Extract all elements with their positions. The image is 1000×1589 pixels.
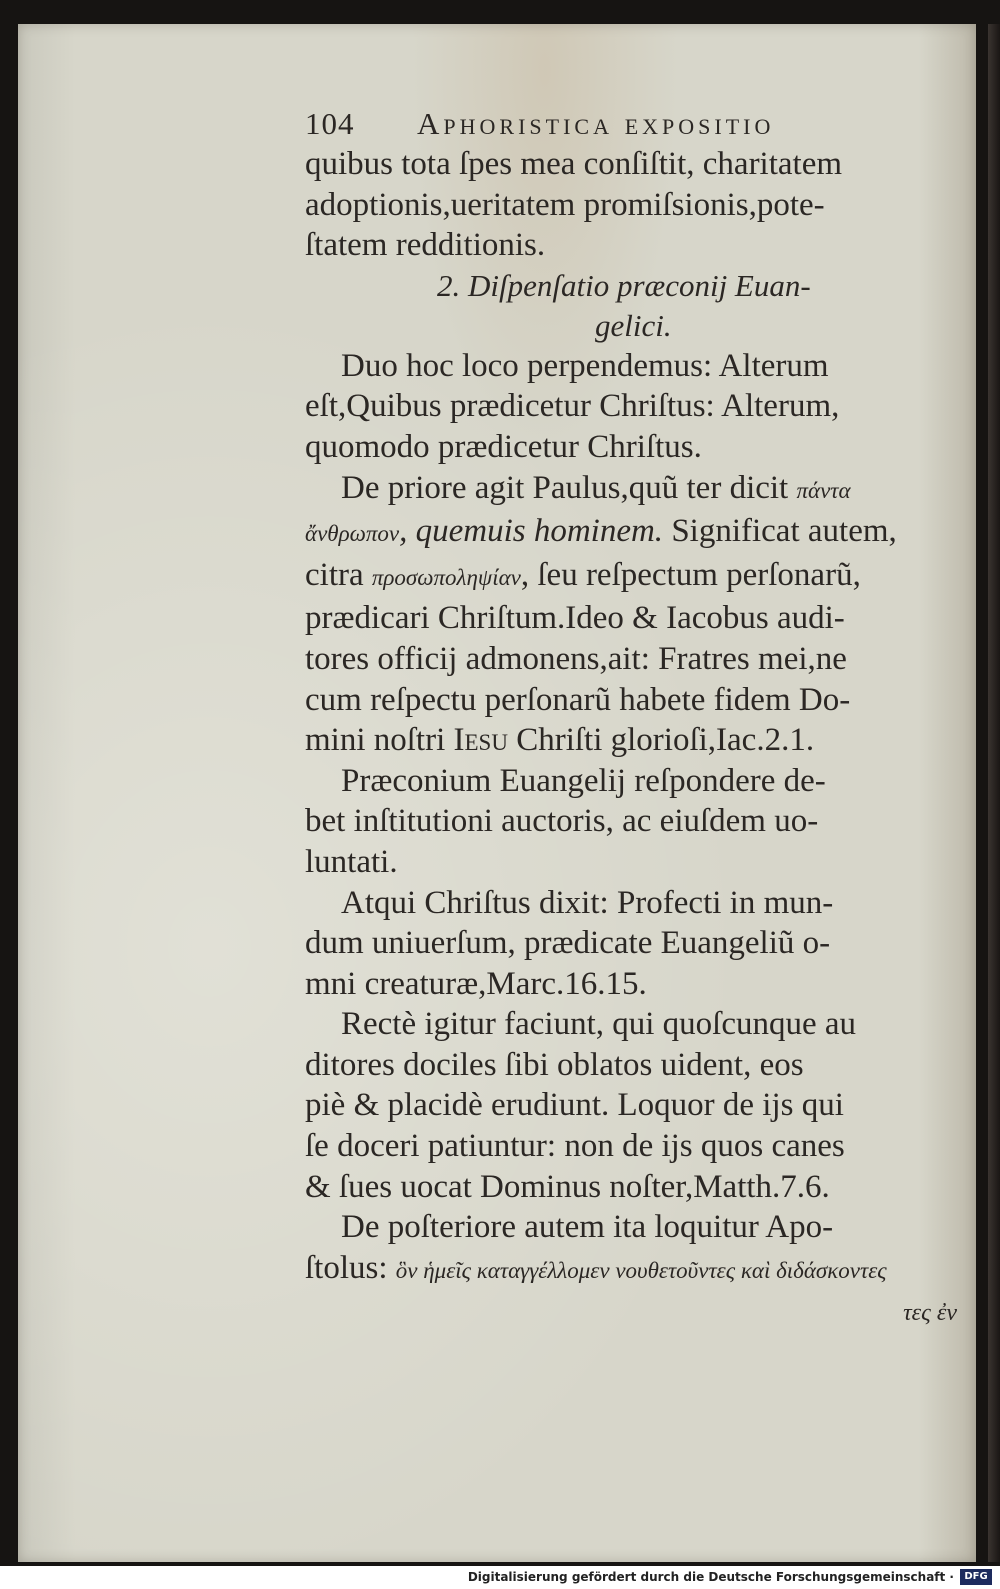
book-spine [988,24,1000,1562]
catchword: τες ἐν [903,1300,957,1327]
text-line: tores officij admonens,ait: Fratres mei,ne [305,640,847,677]
text-line: prædicari Chriſtum.Ideo & Iacobus audi- [305,600,845,637]
text-line: Præconium Euangelij reſpondere de- [341,762,826,799]
small-caps-text: Iesu [453,722,508,759]
page-number: 104 [305,106,355,141]
text-line: ſtatem redditionis. [305,227,546,264]
text-line: mni creaturæ,Marc.16.15. [305,965,647,1002]
text-line [305,468,965,512]
text-span: citra [305,556,372,593]
text-line: bet inſtitutioni auctoris, ac eiuſdem uo- [305,803,819,840]
text-line [305,720,965,761]
text-line: adoptionis,ueritatem promiſsionis,pote- [305,186,825,223]
text-span: Significat autem, [663,513,897,550]
text-line [305,1248,965,1292]
greek-text: προσωποληψίαν [371,564,521,590]
greek-text: ἄνθρωπον [305,521,400,547]
running-head [305,104,965,144]
text-line: dum uniuerſum, prædicate Euangeliũ o- [305,925,831,962]
footer-bar [0,1566,1000,1589]
greek-text: πάντα [796,477,851,503]
running-title: Aphoristica expositio [417,106,775,141]
text-line: luntati. [305,843,398,880]
dfg-logo: DFG [960,1569,992,1585]
page-text [305,104,965,1335]
text-line: De poſteriore autem ita loquitur Apo- [341,1209,834,1246]
text-line: ſe doceri patiuntur: non de ijs quos canes [305,1128,845,1165]
section-heading: 2. Diſpenſatio præconij Euan- [437,267,811,303]
text-line: Atqui Chriſtus dixit: Profecti in mun- [341,884,834,921]
text-line: cum reſpectu perſonarũ habete fidem Do- [305,681,851,718]
text-span: Chriſti glorioſi,Iac.2.1. [507,722,815,759]
text-line: ditores dociles ſibi oblatos uident, eos [305,1046,804,1083]
italic-text: , quemuis hominem. [399,513,664,550]
funding-credit: Digitalisierung gefördert durch die Deutsche Forschungsgemeinschaft · [467,1570,954,1584]
text-line: Rectè igitur faciunt, qui quoſcunque au [341,1006,857,1043]
text-line [305,511,965,555]
section-heading-cont: gelici. [595,307,672,343]
text-line: piè & placidè erudiunt. Loquor de ijs qui [305,1087,844,1124]
text-line: quibus tota ſpes mea conſiſtit, charitatem [305,146,843,182]
text-line: quomodo prædicetur Chriſtus. [305,428,702,465]
text-span: ſtolus: [305,1249,396,1286]
text-line: eſt,Quibus prædicetur Chriſtus: Alterum, [305,388,840,425]
greek-text: ὃν ἡμεῖς καταγγέλλομεν νουθετοῦντες καὶ διδάσκοντες [395,1257,887,1283]
text-line: Duo hoc loco perpendemus: Alterum [341,347,829,384]
text-span: , ſeu reſpectum perſonarũ, [520,556,861,593]
text-span: mini noſtri [305,722,454,759]
text-line [305,555,965,599]
text-span: De priore agit Paulus,quũ ter dicit [341,469,789,506]
text-line: & ſues uocat Dominus noſter,Matth.7.6. [305,1168,830,1205]
